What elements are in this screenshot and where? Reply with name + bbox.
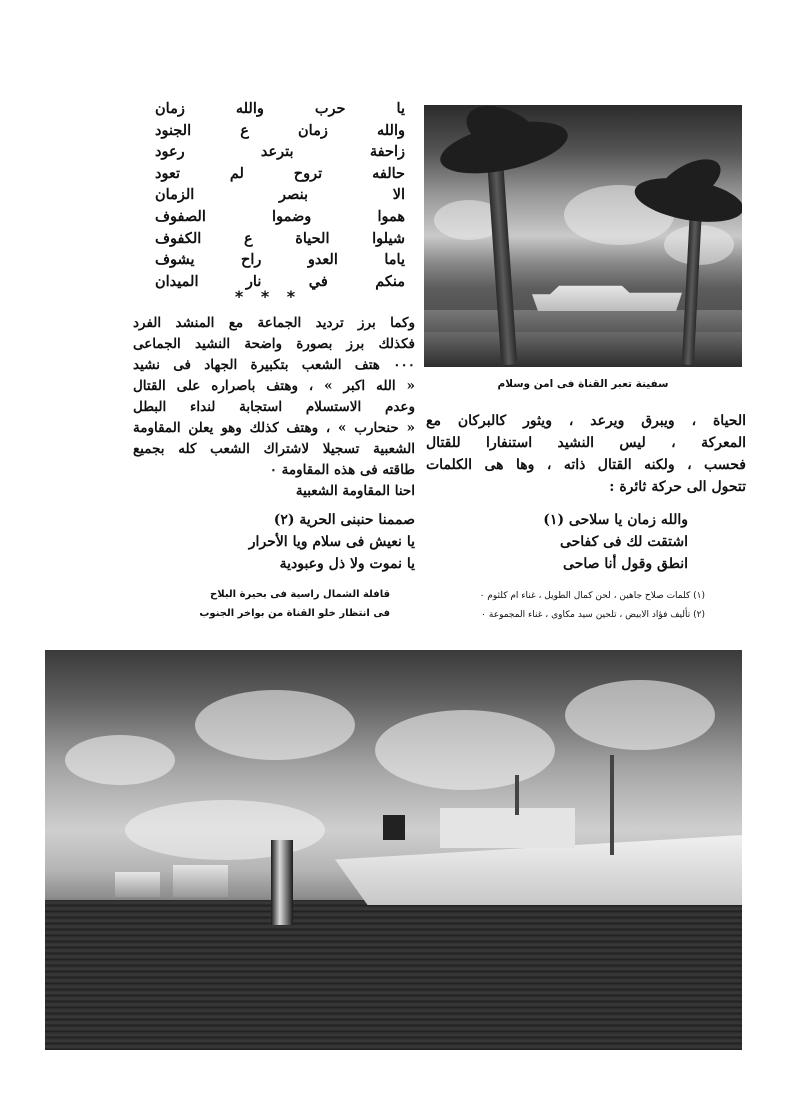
- song-verse-2: [135, 509, 415, 575]
- body-text-left: [133, 313, 415, 502]
- text-line: وعدم الاستسلام استجابة لنداء البطل: [133, 399, 415, 415]
- verse-line: يا نموت ولا ذل وعبودية: [279, 556, 415, 572]
- song-verse-1: [458, 509, 688, 575]
- ship-icon: [173, 865, 228, 897]
- poem-line: ياما العدو راح يشوف: [155, 251, 405, 269]
- poem-line: شيلوا الحياة ع الكفوف: [155, 229, 405, 247]
- text-line: تتحول الى حركة ثائرة :: [609, 479, 746, 495]
- text-line: وكما برز ترديد الجماعة مع المنشد الفرد: [133, 315, 415, 331]
- poem-line: يا حرب والله زمان: [155, 100, 405, 117]
- poem-block: [155, 98, 405, 292]
- text-line: الحياة ، ويبرق ويرعد ، ويثور كالبركان مع: [426, 413, 746, 429]
- verse-line: صممنا حنبنى الحرية (٢): [273, 512, 415, 528]
- text-line: الشعبية تسجيلا لاشتراك الشعب كله بجميع: [133, 441, 415, 457]
- text-line: المعركة ، ليس النشيد استنفارا للقتال: [426, 435, 746, 451]
- ship-icon: [532, 283, 682, 311]
- caption-line: قافلة الشمال راسية فى بحيرة البلاح: [210, 589, 390, 600]
- palm-trees-ship-photo: [424, 105, 742, 367]
- verse-line: يا نعيش فى سلام ويا الأحرار: [248, 534, 415, 550]
- section-separator: * * *: [234, 287, 302, 306]
- poem-line: والله زمان ع الجنود: [155, 121, 405, 139]
- footnote-line: (١) كلمات صلاح جاهين ، لحن كمال الطويل ، غناء ام كلثوم ٠: [479, 591, 705, 601]
- poem-line: منكم في نار الميدان: [155, 272, 405, 290]
- text-line: فكذلك برز بصورة واضحة النشيد الجماعى: [133, 336, 415, 352]
- caption-line: فى انتظار خلو القناة من بواخر الجنوب: [199, 608, 390, 619]
- poem-line: زاحفة بترعد رعود: [155, 143, 405, 161]
- text-line: فحسب ، ولكنه القتال ذاته ، وها هى الكلمات: [426, 457, 746, 473]
- footnote-line: (٢) تأليف فؤاد الابيض ، تلحين سيد مكاوى ، غناء المجموعة ٠: [481, 610, 705, 620]
- text-line: « الله اكبر » ، وهتف باصراره على القتال: [133, 378, 415, 394]
- poem-line: الا بنصر الزمان: [155, 186, 405, 204]
- body-text-right: [426, 410, 746, 498]
- poem-line: حالفه تروح لم تعود: [155, 164, 405, 182]
- ship-icon: [115, 872, 160, 897]
- verse-line: انطق وقول أنا صاحى: [563, 556, 688, 572]
- text-line: ٠٠٠ هتف الشعب بتكبيرة الجهاد فى نشيد: [133, 357, 415, 373]
- ships-convoy-photo: [45, 650, 742, 1050]
- verse-line: والله زمان يا سلاحى (١): [543, 512, 688, 528]
- poem-line: هموا وضموا الصفوف: [155, 207, 405, 225]
- photo-caption: سفينة تعبر القناة فى امن وسلام: [497, 378, 669, 390]
- text-line: طاقته فى هذه المقاومة ٠: [269, 462, 415, 478]
- verse-line: اشتقت لك فى كفاحى: [559, 534, 688, 550]
- ships-photo-caption: [140, 585, 390, 623]
- buoy-icon: [271, 840, 293, 925]
- text-line: « حنحارب » ، وهتف كذلك وهو يعلن المقاومة: [133, 420, 415, 436]
- footnotes: [385, 587, 705, 625]
- text-line: احنا المقاومة الشعبية: [295, 483, 415, 499]
